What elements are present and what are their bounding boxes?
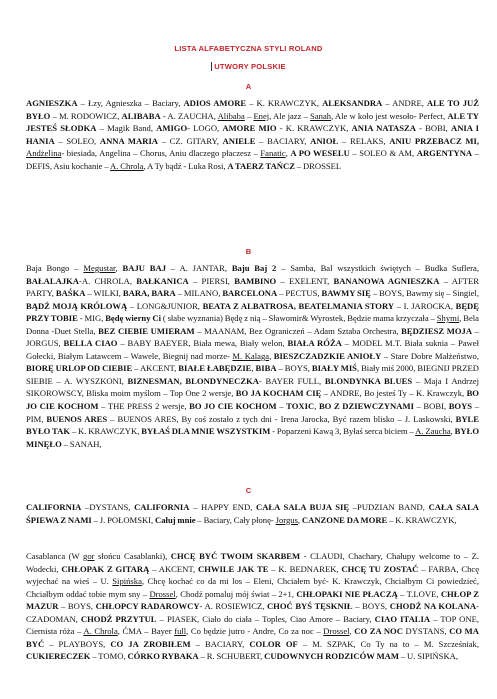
text-segment: Andżelina: [26, 148, 62, 159]
text-segment: ,: [297, 514, 302, 525]
document-subtitle: [0, 62, 497, 71]
text-segment: CALIFORNIA: [134, 502, 190, 512]
text-segment: ( słabe wyznania) Będę z nią – Sławomir& Wyrostek, Będzie mama krzyczała –: [160, 313, 437, 324]
text-segment: Fanatic: [260, 148, 286, 159]
text-segment: – RELAKS,: [338, 135, 390, 146]
text-segment: COLOR OF: [249, 638, 298, 649]
text-segment: ANIA NATASZA: [351, 123, 416, 134]
text-segment: ALE TO JUŻ BYŁO: [26, 98, 479, 121]
text-segment: ALIBABA: [121, 110, 161, 121]
text-segment: – Łzy, Agnieszka – Baciary,: [77, 98, 184, 108]
text-segment: TOXIC: [286, 401, 315, 412]
text-segment: BYLE BYŁO TAK: [26, 413, 479, 437]
text-segment: - A. ROSIEWICZ,: [199, 601, 267, 612]
text-segment: – SANAH,: [61, 438, 102, 449]
text-segment: – AFTER PARTY,: [26, 275, 479, 299]
text-segment: ALE TY JESTEŚ SŁODKA: [26, 110, 479, 134]
text-segment: - CLAUDI, Chachary, Chałupy welcome to – Z. Wodecki,: [26, 551, 480, 574]
text-segment: CHCĘ TU ZOSTAĆ: [341, 563, 419, 574]
text-segment: BOYS: [448, 401, 473, 412]
text-segment: - Poparzeni Kawą 3, Byłaś serca biciem –: [270, 426, 416, 437]
text-segment: – BOYS, Bawmy się – Singiel,: [370, 288, 479, 299]
text-segment: – PLAYBOYS,: [44, 638, 111, 649]
text-segment: Casablanca (W: [26, 551, 84, 561]
text-segment: ANIA I HANIA: [26, 123, 479, 146]
text-segment: BYŁAŚ DLA MNIE WSZYSTKIM: [141, 426, 271, 437]
text-segment: – TOP ONE, Ciernista róża –: [26, 613, 479, 637]
text-segment: – K. KRAWCZYK,: [246, 98, 323, 108]
text-segment: BIZNESMAN, BLONDYNECZKA: [127, 375, 259, 386]
text-segment: CHODŹ NA KOLANA: [389, 601, 477, 612]
text-segment: Shymi: [436, 313, 460, 324]
text-segment: – AKCENT,: [132, 363, 179, 374]
text-segment: ,: [450, 426, 455, 437]
text-segment: –: [244, 110, 254, 121]
text-segment: ARGENTYNA: [416, 148, 473, 159]
text-segment: - LOGO,: [187, 123, 223, 134]
text-segment: – SOLEO,: [54, 135, 100, 146]
text-segment: AGNIESZKA: [26, 98, 78, 108]
text-segment: – ANDRE,: [382, 98, 427, 108]
section-b-paragraph: [26, 262, 479, 450]
subtitle-text: UTWORY POLSKIE: [211, 62, 286, 71]
text-segment: Baju Baj 2: [231, 263, 277, 273]
text-segment: , Chodź pomaluj mój świat – 2+1,: [175, 588, 297, 599]
text-segment: A. Chrola: [83, 626, 118, 637]
text-segment: - MIG,: [77, 313, 106, 324]
text-segment: BO JO CIE KOCHOM: [26, 388, 479, 412]
text-segment: – MILANO,: [175, 288, 223, 299]
text-segment: CAŁA SALA ŚPIEWA Z NAMI: [26, 502, 480, 525]
text-segment: AMIGO: [156, 123, 188, 134]
text-segment: – THE PRESS 2 wersje,: [98, 401, 190, 412]
text-segment: Całuj mnie: [155, 514, 196, 525]
text-segment: BIAŁE ŁABĘDZIE: [178, 363, 252, 374]
section-letter-c: C: [245, 486, 252, 495]
text-segment: Drossel: [323, 626, 350, 637]
text-segment: AMORE MIO: [222, 123, 277, 134]
text-segment: – BOYS,: [352, 601, 390, 612]
text-segment: – PECTUS,: [277, 288, 322, 299]
text-segment: BYŁO MINĘŁO: [26, 426, 480, 449]
text-segment: BARA, BARA: [122, 288, 176, 299]
text-segment: CUKIERECZEK: [26, 651, 91, 662]
text-segment: – K. KRAWCZYK,: [387, 514, 457, 525]
section-letter-a: A: [245, 82, 252, 91]
text-segment: BIBA: [255, 363, 277, 374]
text-segment: – Maja I Andrzej SIKOROWSCY, Bliska moim myślom – Top One 2 wersje,: [26, 375, 479, 399]
text-segment: BĘDĘ PRZY TOBIE: [26, 300, 479, 324]
text-segment: – WILKI,: [85, 288, 123, 299]
text-segment: CHŁOPAKI NIE PŁACZĄ: [296, 588, 398, 599]
text-segment: – BACIARY,: [255, 135, 311, 146]
text-segment: –DYSTANS,: [81, 502, 135, 512]
text-segment: CAŁA SALA BUJA SIĘ: [256, 502, 350, 512]
text-segment: – Baciary, Cały płonę-: [195, 514, 276, 525]
text-segment: , ĆMA – Bayer: [117, 626, 175, 637]
text-segment: ADIOS AMORE: [183, 98, 247, 108]
text-segment: full: [174, 626, 187, 637]
text-segment: BIAŁA RÓŻA: [287, 338, 342, 349]
text-segment: Jorgus: [275, 514, 298, 525]
text-segment: CO ZA NOC: [354, 626, 403, 637]
text-segment: BUENOS ARES: [46, 413, 108, 424]
text-segment: gor: [83, 551, 95, 561]
text-segment: CIAO ITALIA: [374, 613, 431, 624]
text-segment: BEZ CIEBIE UMIERAM: [98, 325, 195, 336]
text-segment: BARCELONA: [222, 288, 278, 299]
text-segment: – Magik Band,: [96, 123, 157, 134]
text-segment: CHŁOPCY RADAROWCY: [95, 601, 200, 612]
text-segment: ANIELE: [222, 135, 256, 146]
section-c-paragraph-2: [26, 550, 479, 663]
text-segment: BO Z DZIEWCZYNAMI: [318, 401, 414, 412]
text-segment: BAŁKANICA: [136, 275, 189, 286]
text-segment: CO JA ZROBIŁEM: [110, 638, 191, 649]
text-segment: – CZ. GITARY,: [158, 135, 223, 146]
text-segment: BAWMY SIĘ: [321, 288, 371, 299]
text-segment: CÓRKO RYBAKA: [127, 651, 199, 662]
text-segment: , Co będzie jutro - Andre, Co za noc –: [186, 626, 324, 637]
text-segment: CHWILE JAK TE: [197, 563, 269, 574]
text-segment: – AKCENT,: [149, 563, 198, 574]
text-segment: – I. JAROCKA,: [394, 300, 456, 311]
text-segment: -A. CHROLA,: [79, 275, 137, 286]
text-segment: – JORGUS,: [26, 325, 479, 349]
text-segment: – PIM,: [26, 401, 479, 424]
text-segment: – J. POŁOMSKI,: [91, 514, 156, 525]
text-segment: – A. JANTAR,: [166, 263, 232, 273]
text-segment: słońcu Casablanki),: [94, 551, 171, 561]
text-segment: BEATA Z ALBATROSA, BEATELMANIA STORY: [202, 300, 395, 311]
text-segment: CHŁOPAK Z GITARĄ: [61, 563, 150, 574]
text-segment: Drossel: [149, 588, 176, 599]
text-segment: – TOMO,: [90, 651, 128, 662]
text-segment: BAJU BAJ: [122, 263, 166, 273]
text-segment: , Biały miś 2000, BIEGNIJ PRZED SIEBIE – A. WYSZKONI,: [26, 363, 479, 386]
text-segment: – DEFIS, Asiu kochanie –: [26, 148, 479, 171]
text-segment: BAŚKA: [55, 288, 86, 299]
text-segment: BĄDŹ MOJĄ KRÓLOWĄ: [26, 300, 128, 311]
text-segment: Megustar: [83, 263, 116, 273]
text-segment: – ANDRE, Bo jesteś Ty – K. Krawczyk,: [321, 388, 467, 399]
text-segment: Enej: [253, 110, 270, 121]
text-segment: – HAPPY END,: [189, 502, 257, 512]
text-segment: ANNA MARIA: [99, 135, 158, 146]
document-title: LISTA ALFABETYCZNA STYLI ROLAND: [174, 44, 323, 53]
text-segment: – PIERSI,: [188, 275, 235, 286]
text-segment: BAŁALAJKA: [26, 275, 80, 286]
text-segment: A PO WESELU: [290, 148, 350, 159]
text-segment: CANZONE DA MORE: [301, 514, 388, 525]
text-segment: – U. SIPIŃSKA,: [399, 651, 459, 662]
text-segment: BAMBINO: [234, 275, 277, 286]
text-segment: Alibaba: [217, 110, 245, 121]
text-segment: BO JO CIE KOCHOM: [189, 401, 277, 412]
text-segment: – PIASEK, Ciało do ciała – Toples, Ciao Amore – Baciary,: [156, 613, 375, 624]
text-segment: - BOBI,: [415, 123, 451, 134]
text-segment: ,: [285, 148, 291, 159]
text-segment: A. Chrola: [110, 160, 144, 171]
text-segment: , Ale w koło jest wesoło- Perfect,: [331, 110, 448, 121]
text-segment: – M. SZPAK, Co Ty na to – M. Szcześniak,: [297, 638, 479, 649]
text-segment: BANANOWA AGNIESZKA: [333, 275, 440, 286]
text-segment: , A Ty bądź - Luka Rosi,: [143, 160, 228, 171]
text-segment: – DROSSEL: [294, 160, 342, 171]
text-segment: – FARBA, Chcę wyjechać na wieś – U.: [26, 563, 480, 587]
text-segment: CHŁOP Z MAZUR: [26, 588, 480, 612]
text-segment: CALIFORNIA: [26, 502, 82, 512]
text-segment: – BOYS,: [276, 363, 312, 374]
text-segment: – SOLEO & AM,: [349, 148, 417, 159]
text-segment: ,: [251, 363, 256, 374]
text-segment: Sanah: [310, 110, 332, 121]
text-segment: ALEKSANDRA: [322, 98, 383, 108]
text-segment: Będę wierny Ci: [105, 313, 161, 324]
text-segment: ,: [269, 350, 274, 361]
section-letter-b: B: [245, 247, 252, 256]
text-segment: – K. BEDNAREK,: [268, 563, 342, 574]
text-segment: CHCĘ BYĆ TWOIM SKARBEM: [170, 551, 301, 561]
text-segment: – BOYS,: [58, 601, 96, 612]
text-segment: CO MA BYĆ: [26, 626, 480, 649]
text-segment: BIAŁY MIŚ: [311, 363, 357, 374]
text-segment: , Chcę kochać co da mi los – Eleni, Chciałem być- K. Krawczyk, Chciałbym Ci powiedzieć, Chciałbym oddać tobie mym sny –: [26, 576, 479, 599]
text-segment: - A. ZAUCHA,: [160, 110, 218, 121]
text-segment: – BOBI,: [413, 401, 449, 412]
text-segment: DYSTANS,: [402, 626, 450, 637]
text-segment: – M. RODOWICZ,: [50, 110, 122, 121]
text-segment: – MODEL M.T. Biała suknia – Paweł Gołecki, Białym Latawcem – Wawele, Biegnij nad morze-: [26, 338, 479, 361]
text-segment: –PUDZIAN BAND,: [349, 502, 429, 512]
text-segment: - biesiada, Angelina – Chorus, Aniu dlaczego płaczesz –: [61, 148, 261, 159]
text-segment: BIORĘ URLOP OD CIEBIE: [26, 363, 133, 374]
text-segment: - CZADOMAN,: [26, 601, 479, 624]
text-segment: A TAERZ TAŃCZ: [227, 160, 295, 171]
text-segment: – EXELENT,: [276, 275, 334, 286]
text-segment: - K. KRAWCZYK,: [276, 123, 352, 134]
text-segment: BLONDYNKA BLUES: [324, 375, 413, 386]
text-segment: – MAANAM, Bez Ograniczeń – Adam Sztaba Orchestra,: [194, 325, 402, 336]
text-segment: – BABY BAEYER, Biała mewa, Biały welon,: [117, 338, 288, 349]
text-segment: , Bela Donna -Duet Stella,: [26, 313, 480, 336]
text-segment: CUDOWNYCH RODZICÓW MAM: [264, 651, 399, 662]
text-segment: – T.LOVE,: [397, 588, 441, 599]
text-segment: BIESZCZADZKIE ANIOŁY: [273, 350, 382, 361]
text-segment: – LONG&JUNIOR,: [127, 300, 203, 311]
text-segment: – Samba, Bal wszystkich świętych – Budka Suflera,: [276, 263, 480, 273]
text-segment: CHODŹ PRZYTUL: [80, 613, 157, 624]
text-segment: – BUENOS ARES, By coś zostało z tych dni - Irena Jarocka, Być razem blisko – J. Laskowski,: [107, 413, 456, 424]
text-segment: BĘDZIESZ MOJA: [401, 325, 473, 336]
text-segment: – Stare Dobre Małżeństwo,: [381, 350, 479, 361]
text-segment: ,: [115, 263, 123, 273]
text-segment: ANIU PRZEBACZ MI,: [389, 135, 479, 146]
text-segment: M. Kalaga: [232, 350, 270, 361]
text-segment: –: [276, 401, 287, 412]
section-a-paragraph: [26, 97, 479, 172]
text-segment: Sipińska: [112, 576, 142, 587]
text-segment: – BACIARY,: [190, 638, 250, 649]
text-segment: , Ale jazz –: [269, 110, 311, 121]
text-segment: – K. KRAWCZYK,: [70, 426, 142, 437]
text-segment: ,: [314, 401, 319, 412]
text-segment: ANIOŁ: [310, 135, 339, 146]
text-segment: Baja Bongo –: [26, 263, 84, 273]
text-segment: ,: [349, 626, 355, 637]
section-c-paragraph-1: [26, 501, 479, 526]
text-segment: CHOĆ BYŚ TĘSKNIŁ: [266, 601, 353, 612]
text-segment: BELLA CIAO: [63, 338, 118, 349]
text-segment: A. Zaucha: [415, 426, 451, 437]
text-segment: – R. SCHUBERT,: [198, 651, 265, 662]
text-segment: BO JA KOCHAM CIĘ: [235, 388, 322, 399]
text-segment: - BAYER FULL,: [258, 375, 325, 386]
